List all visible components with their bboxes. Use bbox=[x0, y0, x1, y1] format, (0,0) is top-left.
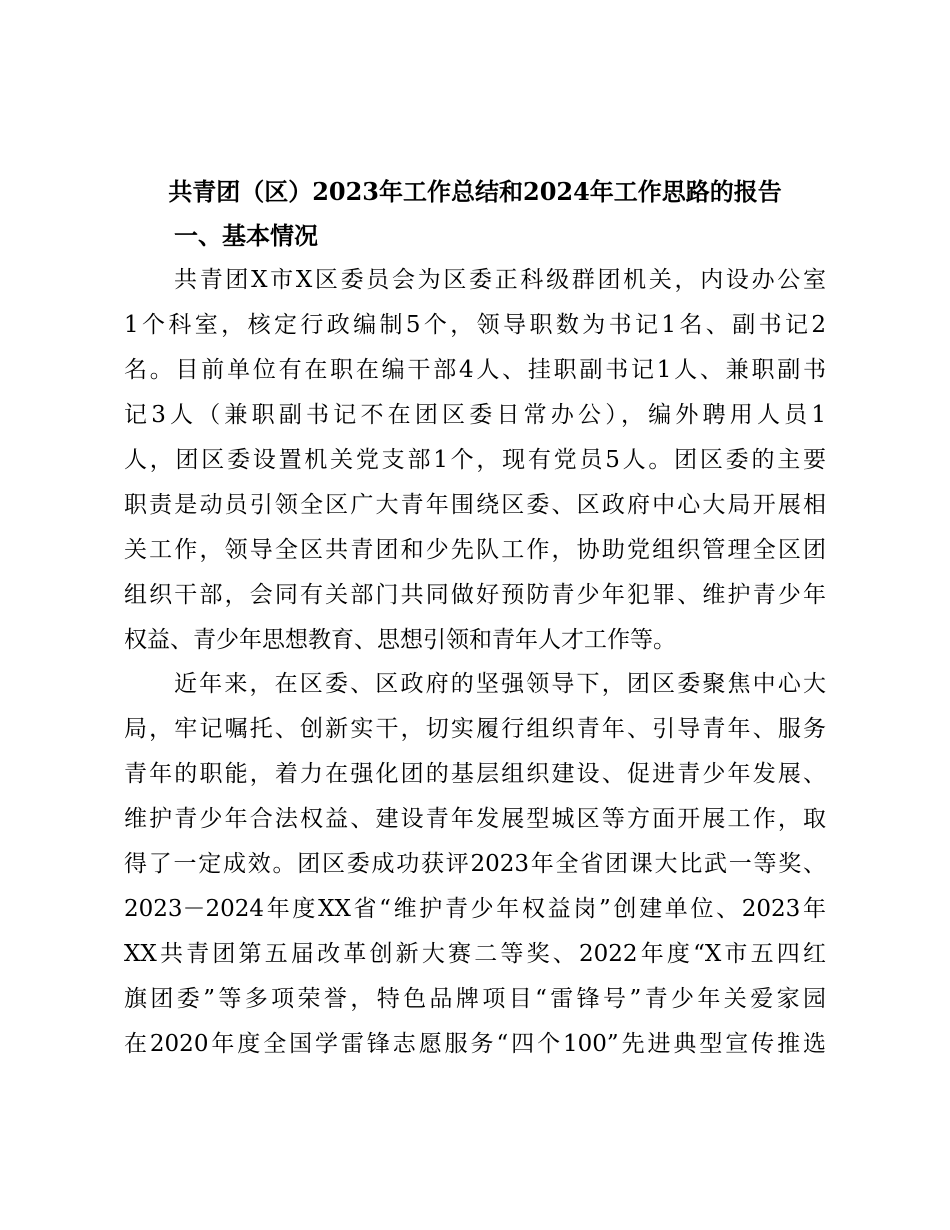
paragraph-line: 青年的职能，着力在强化团的基层组织建设、促进青少年发展、 bbox=[124, 761, 826, 787]
paragraph-line: 得了一定成效。团区委成功获评2023年全省团课大比武一等奖、 bbox=[124, 851, 826, 877]
paragraph-line: 职责是动员引领全区广大青年围绕区委、区政府中心大局开展相 bbox=[124, 492, 826, 518]
paragraph-recent-years bbox=[124, 662, 826, 1067]
paragraph-line: 维护青少年合法权益、建设青年发展型城区等方面开展工作，取 bbox=[124, 806, 826, 832]
paragraph-line: 近年来，在区委、区政府的坚强领导下，团区委聚焦中心大 bbox=[174, 671, 826, 697]
paragraph-line: 权益、青少年思想教育、思想引领和青年人才工作等。 bbox=[124, 627, 676, 653]
document-title: 共青团（区）2023年工作总结和2024年工作思路的报告 bbox=[168, 177, 782, 206]
paragraph-line: 局，牢记嘱托、创新实干，切实履行组织青年、引导青年、服务 bbox=[124, 716, 826, 742]
paragraph-line: 1个科室，核定行政编制5个，领导职数为书记1名、副书记2 bbox=[124, 312, 826, 338]
paragraph-line: 记3人（兼职副书记不在团区委日常办公），编外聘用人员1 bbox=[124, 402, 826, 428]
paragraph-line: 人，团区委设置机关党支部1个，现有党员5人。团区委的主要 bbox=[124, 447, 826, 473]
paragraph-line: 组织干部，会同有关部门共同做好预防青少年犯罪、维护青少年 bbox=[124, 582, 826, 608]
paragraph-basic-situation bbox=[124, 258, 826, 663]
paragraph-line: XX共青团第五届改革创新大赛二等奖、2022年度“X市五四红 bbox=[124, 941, 826, 967]
paragraph-line: 旗团委”等多项荣誉，特色品牌项目“雷锋号”青少年关爱家园 bbox=[124, 986, 826, 1012]
paragraph-line: 在2020年度全国学雷锋志愿服务“四个100”先进典型宣传推选 bbox=[124, 1031, 826, 1057]
section-heading: 一、基本情况 bbox=[174, 221, 318, 250]
paragraph-line: 共青团X市X区委员会为区委正科级群团机关，内设办公室 bbox=[174, 267, 826, 293]
paragraph-line: 关工作，领导全区共青团和少先队工作，协助党组织管理全区团 bbox=[124, 537, 826, 563]
paragraph-line: 2023－2024年度XX省“维护青少年权益岗”创建单位、2023年 bbox=[124, 896, 826, 922]
paragraph-line: 名。目前单位有在职在编干部4人、挂职副书记1人、兼职副书 bbox=[124, 357, 826, 383]
